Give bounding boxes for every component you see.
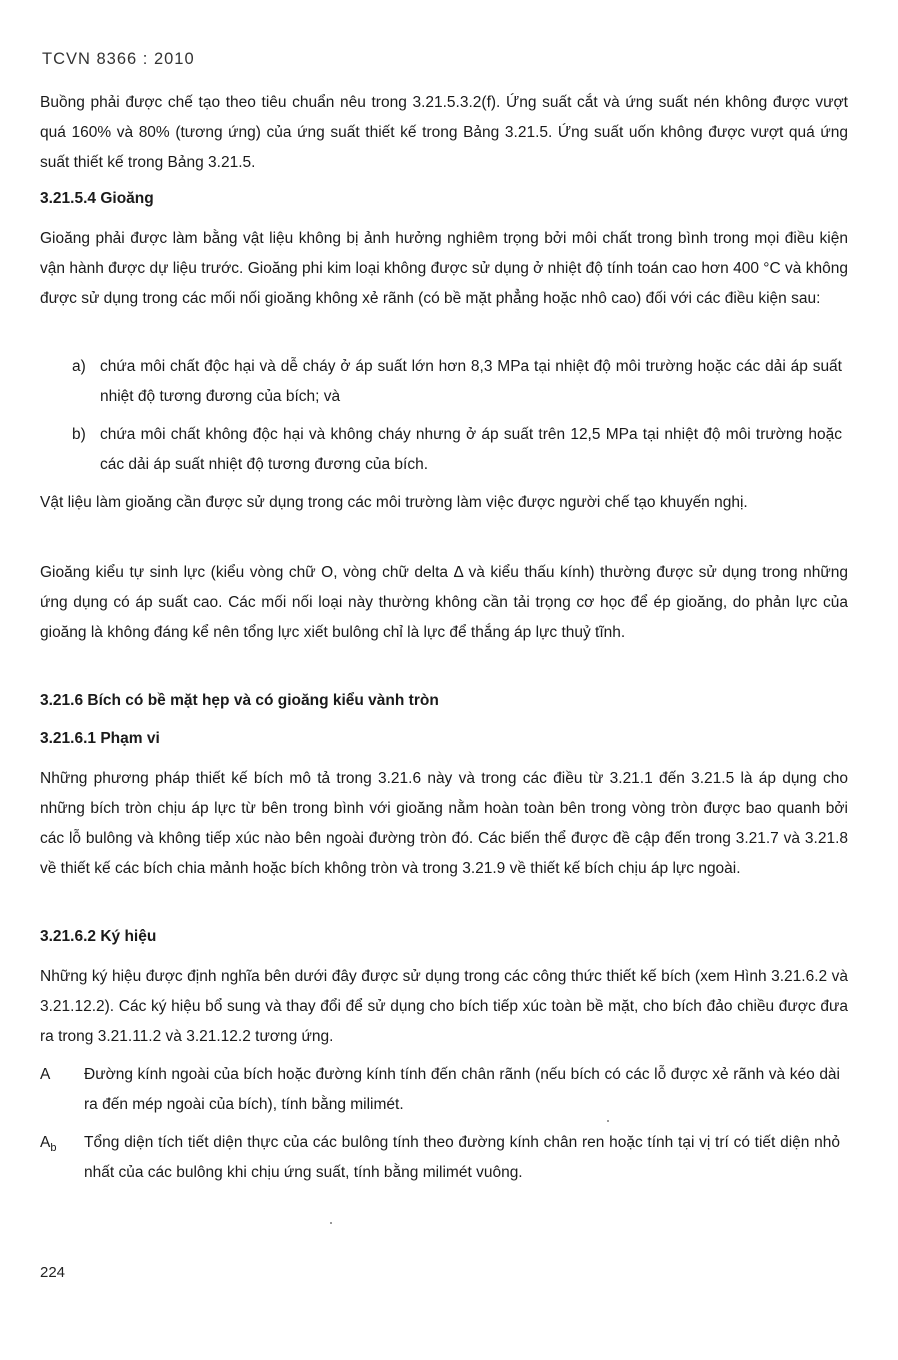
symbol-subscript: b: [50, 1142, 57, 1155]
paragraph-text: Gioăng kiểu tự sinh lực (kiểu vòng chữ O, vòng chữ delta Δ và kiểu thấu kính) thường được sử dụng trong những ứng dụng có áp suất cao. Các mối nối loại này thường không cần tải trọng cơ học để ép gioăng, do phản lực của gioăng là không đáng kể nên tổng lực xiết bulông chỉ là lực để thắng áp lực thuỷ tĩnh.: [40, 564, 848, 641]
gioang-paragraph: [40, 224, 848, 314]
scan-speck: [607, 1120, 609, 1122]
symbol-letter: A: [40, 1066, 51, 1083]
standard-code-header: TCVN 8366 : 2010: [42, 50, 195, 68]
symbol-letter: A: [40, 1134, 51, 1151]
section-heading-3-21-5-4: [40, 184, 848, 214]
list-marker: a): [72, 358, 86, 375]
symbol-label: [40, 1128, 56, 1163]
tusinh-paragraph: [40, 558, 848, 648]
list-item-a: [72, 352, 842, 412]
list-item-b: [72, 420, 842, 480]
list-text: chứa môi chất độc hại và dễ cháy ở áp suất lớn hơn 8,3 MPa tại nhiệt độ môi trường hoặc các dải áp suất nhiệt độ tương đương của bích; và: [100, 358, 842, 405]
vatlieu-paragraph: [40, 488, 848, 518]
symbol-label: [40, 1060, 50, 1095]
heading-text: 3.21.6.1 Phạm vi: [40, 730, 160, 747]
section-heading-3-21-6-1: [40, 724, 848, 754]
symbol-definition-A: [40, 1060, 840, 1120]
scan-speck: [330, 1222, 332, 1224]
paragraph-text: Buồng phải được chế tạo theo tiêu chuẩn nêu trong 3.21.5.3.2(f). Ứng suất cắt và ứng suất nén không được vượt quá 160% và 80% (tương ứng) của ứng suất thiết kế trong Bảng 3.21.5. Ứng suất uốn không được vượt quá ứng suất thiết kế trong Bảng 3.21.5.: [40, 94, 848, 171]
list-marker: b): [72, 426, 86, 443]
list-text: chứa môi chất không độc hại và không cháy nhưng ở áp suất trên 12,5 MPa tại nhiệt độ môi trường hoặc các dải áp suất nhiệt độ tương đương của bích.: [100, 426, 842, 473]
paragraph-text: Những phương pháp thiết kế bích mô tả trong 3.21.6 này và trong các điều từ 3.21.1 đến 3.21.5 là áp dụng cho những bích tròn chịu áp lực từ bên trong bình với gioăng nằm hoàn toàn bên trong vòng tròn được bao quanh bởi các lỗ bulông và không tiếp xúc nào bên ngoài đường tròn đó. Các biến thể được đề cập đến trong 3.21.7 và 3.21.8 về thiết kế các bích chia mảnh hoặc bích không tròn và trong 3.21.9 về thiết kế bích chịu áp lực ngoài.: [40, 770, 848, 877]
section-heading-3-21-6: [40, 686, 848, 716]
paragraph-text: Vật liệu làm gioăng cần được sử dụng trong các môi trường làm việc được người chế tạo khuyến nghị.: [40, 494, 748, 511]
symbol-definition-Ab: [40, 1128, 840, 1188]
symbol-text: Đường kính ngoài của bích hoặc đường kính tính đến chân rãnh (nếu bích có các lỗ được xẻ rãnh và kéo dài ra đến mép ngoài của bích), tính bằng milimét.: [84, 1066, 840, 1113]
intro-paragraph: [40, 88, 848, 178]
kyhieu-paragraph: [40, 962, 848, 1052]
section-heading-3-21-6-2: [40, 922, 848, 952]
paragraph-text: Những ký hiệu được định nghĩa bên dưới đây được sử dụng trong các công thức thiết kế bích (xem Hình 3.21.6.2 và 3.21.12.2). Các ký hiệu bổ sung và thay đổi để sử dụng cho bích tiếp xúc toàn bề mặt, cho bích đảo chiều được đưa ra trong 3.21.11.2 và 3.21.12.2 tương ứng.: [40, 968, 848, 1045]
symbol-text: Tổng diện tích tiết diện thực của các bulông tính theo đường kính chân ren hoặc tính tại vị trí có tiết diện nhỏ nhất của các bulông khi chịu ứng suất, tính bằng milimét vuông.: [84, 1134, 840, 1181]
phamvi-paragraph: [40, 764, 848, 884]
page-number: 224: [40, 1264, 66, 1281]
heading-text: 3.21.6 Bích có bề mặt hẹp và có gioăng kiểu vành tròn: [40, 692, 439, 709]
heading-text: 3.21.5.4 Gioăng: [40, 190, 154, 207]
heading-text: 3.21.6.2 Ký hiệu: [40, 928, 157, 945]
paragraph-text: Gioăng phải được làm bằng vật liệu không bị ảnh hưởng nghiêm trọng bởi môi chất trong bình trong mọi điều kiện vận hành được dự liệu trước. Gioăng phi kim loại không được sử dụng ở nhiệt độ tính toán cao hơn 400 °C và không được sử dụng trong các mối nối gioăng không xẻ rãnh (có bề mặt phẳng hoặc nhô cao) đối với các điều kiện sau:: [40, 230, 848, 307]
